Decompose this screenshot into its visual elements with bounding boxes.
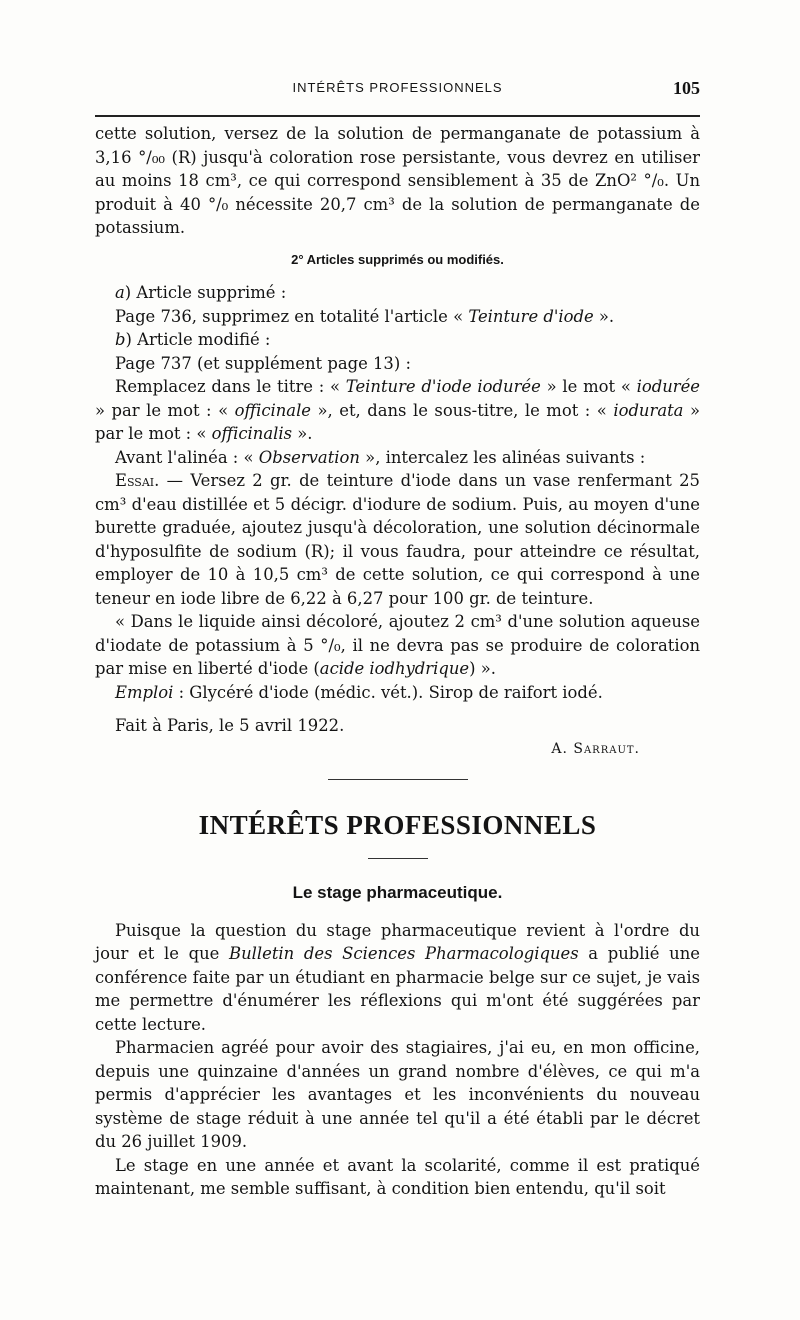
item-a-text: ) Article supprimé : bbox=[124, 283, 287, 302]
article-paragraph-3: Le stage en une année et avant la scolarité, comme il est pratiqué maintenant, me semble suffisant, à condition bien entendu, qu'il soit bbox=[95, 1155, 700, 1198]
signature-initial: A. bbox=[551, 740, 574, 757]
subheading: 2° Articles supprimés ou modifiés. bbox=[291, 251, 504, 267]
emploi-paragraph bbox=[95, 681, 700, 705]
running-title: INTÉRÊTS PROFESSIONNELS bbox=[292, 80, 503, 95]
replace-text-1: Remplacez dans le titre : « bbox=[115, 377, 346, 396]
emploi-text: : Glycéré d'iode (médic. vét.). Sirop de raifort iodé. bbox=[173, 682, 603, 702]
page-736-line bbox=[95, 305, 700, 329]
replace-em-3: officinale bbox=[234, 400, 312, 420]
section-title: INTÉRÊTS PROFESSIONNELS bbox=[198, 810, 597, 840]
top-paragraph: cette solution, versez de la solution de permanganate de potassium à 3,16 °/₀₀ (R) jusqu'à coloration rose persistante, vous devrez en utiliser au moins 18 cm³, ce qui correspond sensiblement à 35 de ZnO² °/₀. Un produit à 40 °/₀ nécessite 20,7 cm³ de la solution de permanganate de potassium. bbox=[95, 124, 700, 237]
liquide-text-1: « Dans le liquide ainsi décoloré, ajoutez 2 cm³ d'une solution aqueuse d'iodate de potassium à 5 °/₀, il ne devra pas se produire de coloration par mise en liberté d'iode ( bbox=[95, 612, 700, 678]
replace-em-4: iodurata bbox=[613, 400, 684, 420]
page-header bbox=[95, 78, 700, 102]
avant-paragraph bbox=[95, 446, 700, 470]
header-rule bbox=[95, 115, 700, 117]
article-p1-b: a publié une conférence faite par un étudiant en pharmacie belge sur ce sujet, je vais me permettre d'énumérer les réflexions qui m'ont été suggérées par cette lecture. bbox=[95, 944, 700, 1034]
avant-text-1: Avant l'alinéa : « bbox=[115, 447, 259, 467]
replace-em-5: officinalis bbox=[211, 424, 293, 443]
replace-text-4: », et, dans le sous-titre, le mot : « bbox=[311, 400, 614, 420]
replace-em-2: iodurée bbox=[636, 377, 701, 396]
article-p1-a: Puisque la question du stage pharmaceutique revient à l'ordre du jour et le que bbox=[95, 920, 700, 963]
replace-em-1: Teinture d'iode iodurée bbox=[345, 377, 541, 396]
replace-text-5: » par le mot : « bbox=[95, 400, 700, 443]
avant-em: Observation bbox=[258, 447, 360, 467]
avant-text-2: », intercalez les alinéas suivants : bbox=[359, 447, 646, 467]
page-737-line: Page 737 (et supplément page 13) : bbox=[115, 353, 411, 373]
title-divider bbox=[368, 858, 428, 859]
essai-paragraph bbox=[95, 469, 700, 610]
item-b-label: b bbox=[115, 330, 126, 349]
page-number: 105 bbox=[673, 78, 700, 98]
page-736-em: Teinture d'iode bbox=[468, 306, 594, 326]
replace-text-3: » par le mot : « bbox=[95, 400, 235, 420]
article-paragraph-1 bbox=[95, 919, 700, 1037]
article-title: Le stage pharmaceutique. bbox=[292, 883, 503, 902]
replace-text-6: ». bbox=[292, 424, 313, 443]
item-a bbox=[95, 281, 700, 305]
article-paragraph-2: Pharmacien agréé pour avoir des stagiaires, j'ai eu, en mon officine, depuis une quinzaine d'années un grand nombre d'élèves, ce qui m'a permis d'apprécier les avantages et les inconvénients du nouveau système de stage réduit à une année tel qu'il a été établi par le décret du 26 juillet 1909. bbox=[95, 1038, 700, 1151]
liquide-text-2: ) ». bbox=[469, 659, 496, 678]
liquide-em: acide iodhydrique bbox=[319, 659, 470, 678]
page-body bbox=[95, 122, 700, 1201]
page-736-post: ». bbox=[593, 306, 615, 326]
signature-date: Fait à Paris, le 5 avril 1922. bbox=[115, 716, 345, 735]
article-p1-em: Bulletin des Sciences Pharmacologiques bbox=[229, 944, 579, 963]
signature bbox=[95, 738, 700, 762]
item-b-text: ) Article modifié : bbox=[125, 330, 271, 349]
item-a-label: a bbox=[115, 283, 125, 302]
page-736-pre: Page 736, supprimez en totalité l'article « bbox=[115, 306, 469, 326]
emploi-label: Emploi bbox=[115, 682, 174, 702]
replace-paragraph bbox=[95, 375, 700, 446]
replace-text-2: » le mot « bbox=[540, 377, 637, 396]
section-divider bbox=[328, 779, 468, 780]
liquide-paragraph bbox=[95, 610, 700, 681]
signature-name: Sarraut. bbox=[573, 740, 640, 757]
essai-text: — Versez 2 gr. de teinture d'iode dans un vase renfermant 25 cm³ d'eau distillée et 5 décigr. d'iodure de sodium. Puis, au moyen d'une burette graduée, ajoutez jusqu'à décoloration, une solution décinormale d'hyposulfite de sodium (R); il vous faudra, pour atteindre ce résultat, employer de 10 à 10,5 cm³ de cette solution, ce qui correspond à une teneur en iode libre de 6,22 à 6,27 pour 100 gr. de teinture. bbox=[95, 471, 700, 608]
essai-label: Essai. bbox=[115, 471, 160, 490]
item-b bbox=[95, 328, 700, 352]
